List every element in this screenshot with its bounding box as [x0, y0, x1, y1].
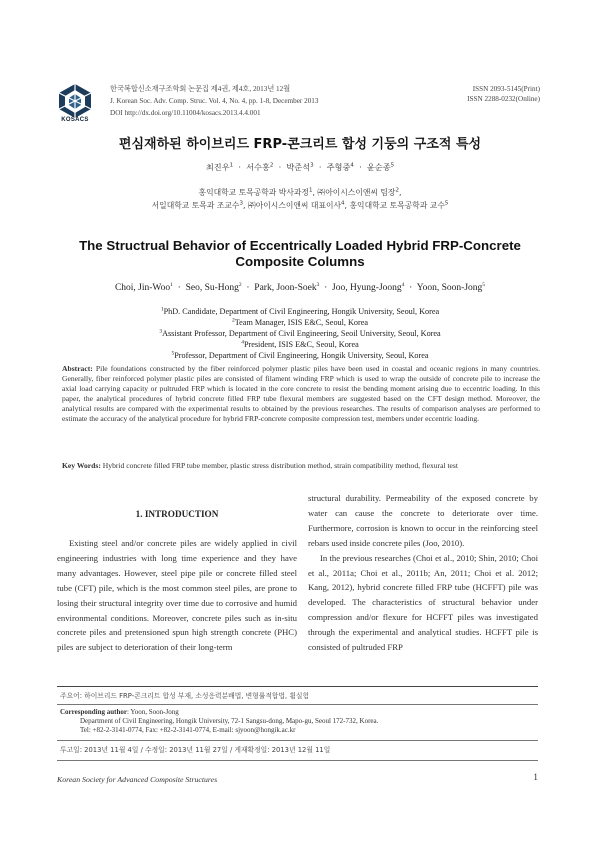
affiliation-sup: 5 [444, 200, 449, 207]
title-korean: 편심재하된 하이브리드 FRP-콘크리트 합성 기둥의 구조적 특성 [118, 137, 482, 152]
corresponding-author [60, 708, 378, 736]
footer-journal-name: Korean Society for Advanced Composite Structures [57, 775, 218, 784]
journal-line-en: J. Korean Soc. Adv. Comp. Struc. Vol. 4, No. 4, pp. 1-8, December 2013 [110, 97, 319, 105]
paragraph: structural durability. Permeability of the exposed concrete by water can cause the concrete to deteriorate over time. Furthermore, corrosion is known to occur in the reinforcing steel rebars used inside concrete piles (Joo, 2010). [308, 493, 538, 548]
author-sup: 2 [238, 281, 242, 288]
paragraph: Existing steel and/or concrete piles are widely applied in civil engineering industries with long time experience and they have many advantages. However, steel pipe pile or concrete filled steel tube (CFT) pile, which is the most common steel piles, are prone to losing their structural integrity over time due to corrosive and humid environmental conditions. Moreover, concrete piles such as in-situ concrete piles and pretensioned spun high strength concrete (PHC) piles are subject to deterioration of their long-term [57, 538, 297, 653]
affiliation-en-5 [0, 350, 600, 361]
author-sup: 5 [390, 162, 395, 169]
author-sup: 3 [310, 162, 314, 169]
affiliation-sup: 4 [241, 339, 244, 346]
logo-text: KOSACS [61, 117, 89, 123]
divider [57, 686, 538, 687]
author-ko: 윤순종 [366, 162, 391, 172]
author-sup: 3 [316, 281, 320, 288]
keywords-korean: 주요어: 하이브리드 FRP-콘크리트 합성 부재, 소성응력분배법, 변형률적합법, 휨실험 [60, 692, 310, 700]
authors-korean: 최진우$^1$ · 서수홍$^2$ · 박준석$^3$ · 주형중$^4$ · 윤순종$^5$ [205, 162, 395, 172]
author-en: Park, Joon-Soek [254, 283, 317, 293]
affiliations-korean-line2: 서일대학교 토목과 조교수$^3$, ㈜아이시스이앤씨 대표이사$^4$, 홍익대학교 토목공학과 교수$^5$ [151, 200, 449, 210]
affiliation-en-4 [0, 339, 600, 350]
keywords-text: Hybrid concrete filled FRP tube member, plastic stress distribution method, strain compatibility method, flexural test [102, 461, 458, 470]
corresponding-address: Department of Civil Engineering, Hongik University, 72-1 Sangsu-dong, Mapo-gu, Seoul 172-732, Korea. [80, 717, 379, 726]
title-english-line2: Composite Columns [235, 254, 365, 269]
author-sup: 4 [401, 281, 405, 288]
corresponding-contact: Tel: +82-2-3141-0774, Fax: +82-2-3141-0774, E-mail: sjyoon@hongik.ac.kr [80, 726, 296, 735]
issn-online: ISSN 2288-0232(Online) [467, 95, 540, 103]
author-en: Yoon, Soon-Jong [416, 283, 483, 293]
divider [57, 760, 538, 761]
corresponding-name: : Yoon, Soon-Jong [126, 708, 179, 716]
affiliation-sup: 5 [171, 350, 175, 357]
affiliation-sup: 2 [395, 187, 399, 194]
affiliation-en-1 [0, 306, 600, 317]
abstract-label: Abstract: [62, 364, 93, 373]
affiliation-text: Assistant Professor, Department of Civil Engineering, Seoil University, Seoul, Korea [162, 329, 441, 338]
author-sup: 5 [482, 281, 486, 288]
author-sup: 2 [269, 162, 274, 169]
section-heading-introduction: 1. INTRODUCTION [135, 509, 219, 519]
abstract-text: Pile foundations constructed by the fiber reinforced polymer plastic piles have been used in coastal and oceanic regions in many countries. Generally, fiber reinforced polymer plastic piles are consisted of filament winding FRP which is used to wrap the outside of concrete pile to increase the axial load carrying capacity or pultruded FRP which is located in the core concrete to resist the bending moment arising due to eccentric loading. In this paper, the analytical procedures of hybrid concrete filled FRP tube flexural members are suggested based on the CFT design method. Moreover, the analytical results are compared with the experimental results to obtained by the previous researches. The results of comparison analyses are performed to estimate the accuracy of the analytical procedure for hybrid FRP-concrete composite compression test, members under eccentric loading. [62, 364, 541, 424]
issn-print: ISSN 2093-5145(Print) [472, 85, 540, 93]
title-english [40, 238, 560, 270]
affiliation-sup: 4 [341, 200, 345, 207]
affiliation-text: Professor, Department of Civil Engineering, Hongik University, Seoul, Korea [174, 351, 429, 360]
author-sup: 4 [350, 162, 354, 169]
author-sup: 1 [229, 162, 234, 169]
keywords-label: Key Words: [62, 461, 101, 470]
author-ko: 박준석 [286, 162, 311, 172]
affiliation-text: Team Manager, ISIS E&C, Seoul, Korea [234, 318, 368, 327]
affiliation-en-3 [0, 328, 600, 339]
author-ko: 최진우 [205, 162, 230, 172]
affiliation-sup: 1 [160, 306, 164, 313]
author-en: Choi, Jin-Woo [114, 283, 171, 293]
page-number: 1 [533, 773, 538, 783]
affiliation-text: PhD. Candidate, Department of Civil Engineering, Hongik University, Seoul, Korea [163, 307, 440, 316]
affiliation-sup: 1 [308, 187, 313, 194]
title-english-line1: The Structrual Behavior of Eccentrically Loaded Hybrid FRP-Concrete [79, 238, 521, 253]
journal-logo [56, 82, 94, 120]
submission-dates: 투고일: 2013년 11월 4일 / 수정일: 2013년 11월 27일 / 게재확정일: 2013년 12월 11일 [60, 746, 331, 754]
affiliation-ko: ㈜아이시스이앤씨 대표이사 [247, 201, 342, 210]
doi-line[interactable]: DOI http://dx.doi.org/10.11004/kosacs.2013.4.4.001 [110, 109, 261, 117]
paragraph: In the previous researches (Choi et al., 2010; Shin, 2010; Choi et al., 2011a; Choi et al., 2011b; An, 2011; Choi et al. 2012; Kang, 2012), hybrid concrete filled FRP tube (HCFFT) pile was developed. The characteristics of structural behavior under compression and/or flexure for HCFFT piles was investigated through the experimental and analytical studies. HCFFT pile is consisted of pultruded FRP [308, 552, 538, 653]
affiliation-ko: 홍익대학교 토목공학과 교수 [349, 201, 445, 210]
affiliation-ko: 서일대학교 토목과 조교수 [151, 201, 240, 210]
author-ko: 서수홍 [246, 162, 270, 172]
affiliation-en-2 [0, 317, 600, 328]
abstract [62, 364, 540, 425]
divider [57, 704, 538, 705]
left-column [57, 536, 297, 655]
affiliation-ko: ㈜아이시스이앤씨 팀장 [317, 188, 396, 197]
author-sup: 1 [170, 281, 173, 288]
corresponding-label: Corresponding author [60, 708, 127, 716]
affiliation-text: President, ISIS E&C, Seoul, Korea [243, 340, 359, 349]
affiliation-ko: 홍익대학교 토목공학과 박사과정 [198, 188, 309, 197]
affiliation-sup: 3 [239, 200, 243, 207]
keywords [62, 461, 540, 471]
right-column [308, 491, 538, 655]
affiliation-sup: 2 [232, 317, 235, 324]
authors-english: Choi, Jin-Woo$^1$ · Seo, Su-Hong$^2$ · Park, Joon-Soek$^3$ · Joo, Hyung-Joong$^4$ · Yoon, Soon-Jong$^5$ [114, 281, 486, 293]
author-en: Seo, Su-Hong [185, 283, 239, 293]
affiliation-sup: 3 [159, 328, 163, 335]
affiliations-korean-line1: 홍익대학교 토목공학과 박사과정$^1$, ㈜아이시스이앤씨 팀장$^2$, [198, 187, 402, 197]
author-en: Joo, Hyung-Joong [332, 283, 402, 293]
divider [57, 740, 538, 741]
journal-line-ko: 한국복합신소재구조학회 논문집 제4권, 제4호, 2013년 12월 [110, 85, 291, 93]
author-ko: 주형중 [326, 162, 351, 172]
